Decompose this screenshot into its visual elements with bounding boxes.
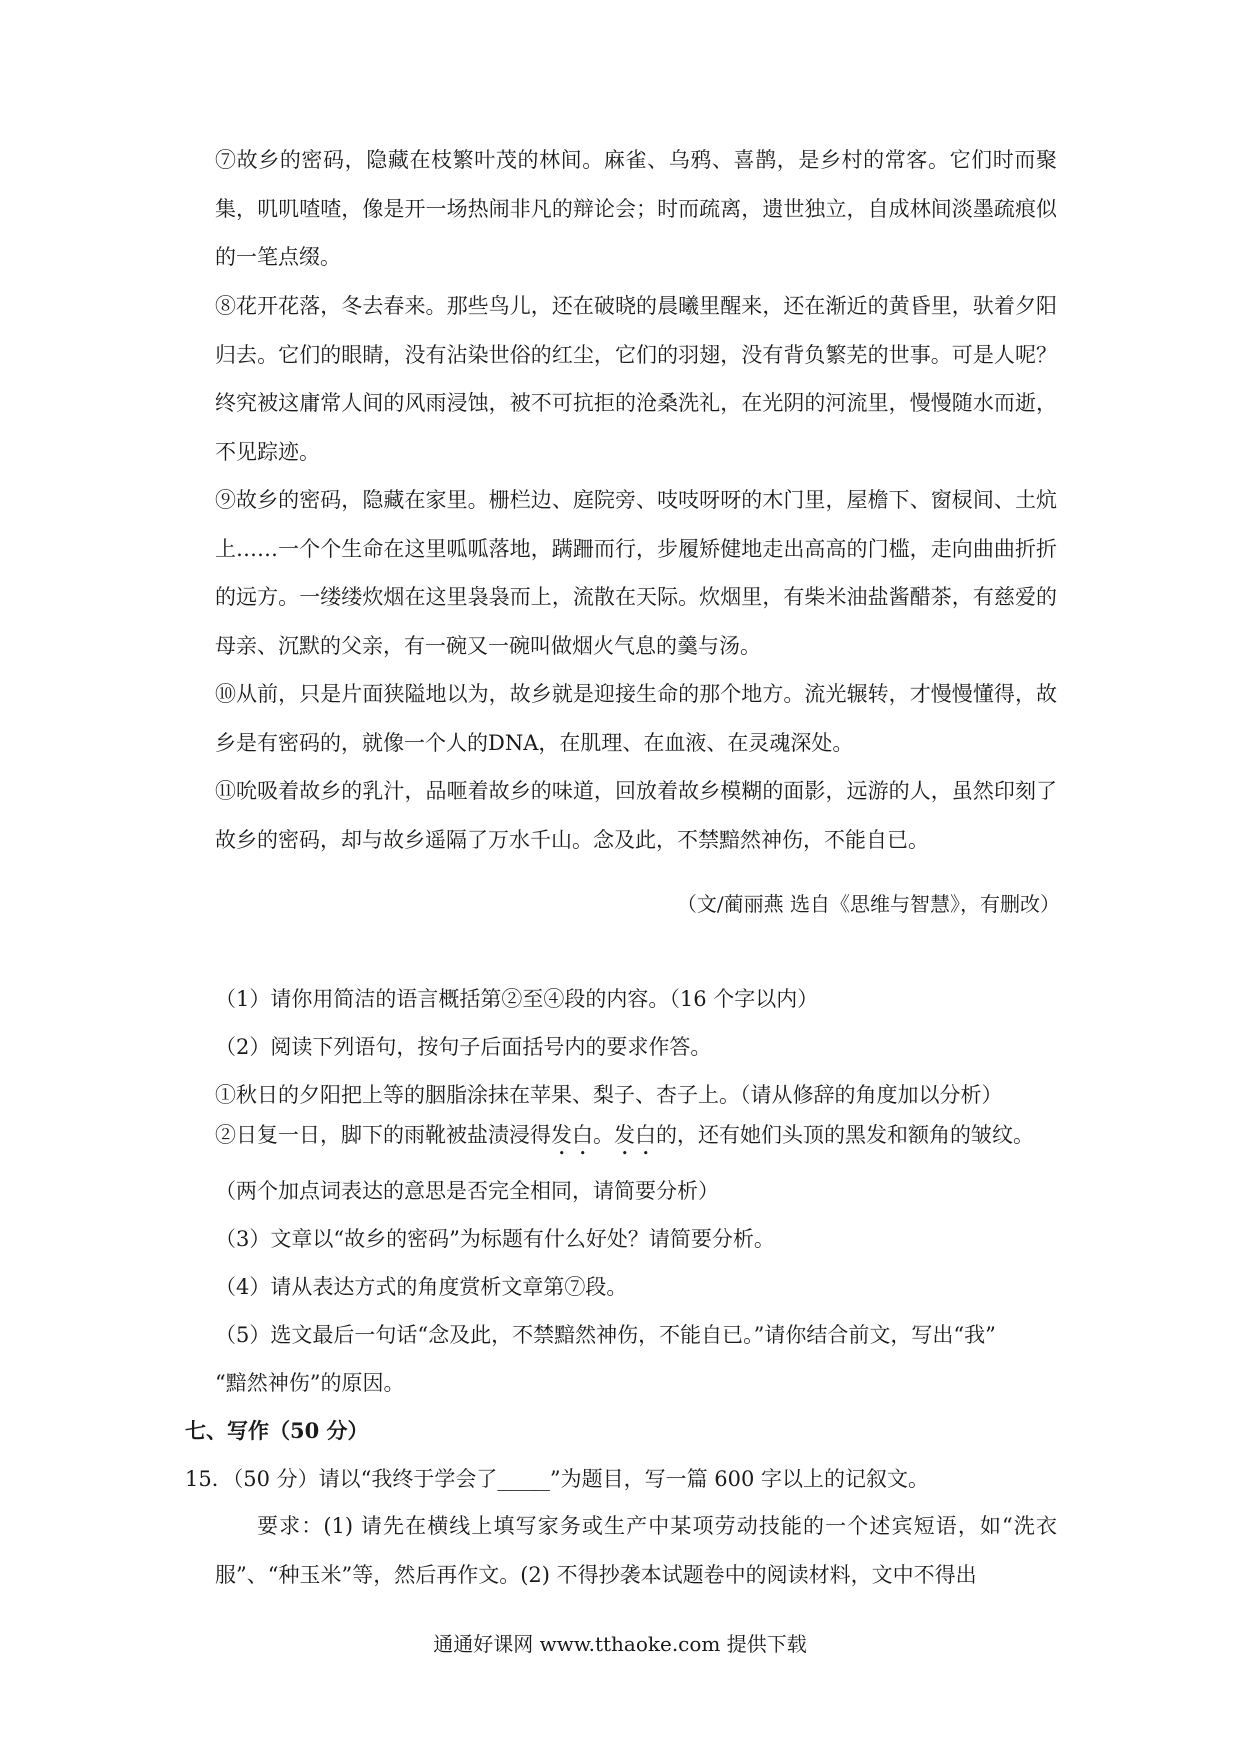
sentence-2-after: 的，还有她们头顶的黑发和额角的皱纹。 [656, 1123, 1034, 1147]
paragraph-10: ⑩从前，只是片面狭隘地以为，故乡就是迎接生命的那个地方。流光辗转，才慢慢懂得，故乡是有密码的，就像一个人的DNA，在肌理、在血液、在灵魂深处。 [215, 682, 1057, 755]
writing-requirement: 要求：(1) 请先在横线上填写家务或生产中某项劳动技能的一个述宾短语，如“洗衣服”、“种玉米”等，然后再作文。(2) 不得抄袭本试题卷中的阅读材料，文中不得出 [215, 1514, 1057, 1587]
paragraph-8: ⑧花开花落，冬去春来。那些鸟儿，还在破晓的晨曦里醒来，还在渐近的黄昏里，驮着夕阳归去。它们的眼睛，没有沾染世俗的红尘，它们的羽翅，没有背负繁芜的世事。可是人呢？终究被这庸常人间的风雨浸蚀，被不可抗拒的沧桑洗礼，在光阴的河流里，慢慢随水而逝，不见踪迹。 [215, 294, 1057, 464]
sentence-2-mid: 。 [593, 1123, 614, 1147]
paragraph-11: ⑪吮吸着故乡的乳汁，品咂着故乡的味道，回放着故乡模糊的面影，远游的人，虽然印刻了故乡的密码，却与故乡遥隔了万水千山。念及此，不禁黯然神伤，不能自已。 [215, 779, 1057, 852]
question-3: （3）文章以“故乡的密码”为标题有什么好处？请简要分析。 [215, 1227, 775, 1251]
question-15: 15．（50 分）请以“我终于学会了_____”为题目，写一篇 600 字以上的记叙文。 [185, 1467, 930, 1491]
page-footer: 通通好课网 www.tthaoke.com 提供下载 [433, 1632, 807, 1656]
question-2: （2）阅读下列语句，按句子后面括号内的要求作答。 [215, 1035, 712, 1059]
source-citation: （文/蔺丽燕 选自《思维与智慧》，有删改） [676, 892, 1060, 916]
paragraph-9: ⑨故乡的密码，隐藏在家里。栅栏边、庭院旁、吱吱呀呀的木门里，屋檐下、窗棂间、土炕上……一个个生命在这里呱呱落地，蹒跚而行，步履矫健地走出高高的门槛，走向曲曲折折的远方。一缕缕炊烟在这里袅袅而上，流散在天际。炊烟里，有柴米油盐酱醋茶，有慈爱的母亲、沉默的父亲，有一碗又一碗叫做烟火气息的羹与汤。 [215, 488, 1057, 658]
question-2-sentence-2 [215, 1120, 1075, 1160]
question-2-sentence-1: ①秋日的夕阳把上等的胭脂涂抹在苹果、梨子、杏子上。（请从修辞的角度加以分析） [215, 1083, 1003, 1107]
question-5-line-1: （5）选文最后一句话“念及此，不禁黯然神伤，不能自已。”请你结合前文，写出“我” [215, 1323, 996, 1347]
sentence-2-before: ②日复一日，脚下的雨靴被盐渍浸得 [215, 1123, 551, 1147]
dotted-word-2: 发白 [614, 1123, 656, 1147]
question-4: （4）请从表达方式的角度赏析文章第⑦段。 [215, 1275, 628, 1299]
question-2-note: （两个加点词表达的意思是否完全相同，请简要分析） [215, 1179, 719, 1203]
question-5-line-2: “黯然神伤”的原因。 [215, 1371, 405, 1395]
writing-heading: 七、写作（50 分） [185, 1418, 369, 1443]
paragraph-7: ⑦故乡的密码，隐藏在枝繁叶茂的林间。麻雀、乌鸦、喜鹊，是乡村的常客。它们时而聚集，叽叽喳喳，像是开一场热闹非凡的辩论会；时而疏离，遗世独立，自成林间淡墨疏痕似的一笔点缀。 [215, 148, 1057, 269]
dotted-word-1: 发白 [551, 1123, 593, 1147]
question-1: （1）请你用简洁的语言概括第②至④段的内容。（16 个字以内） [215, 987, 819, 1011]
